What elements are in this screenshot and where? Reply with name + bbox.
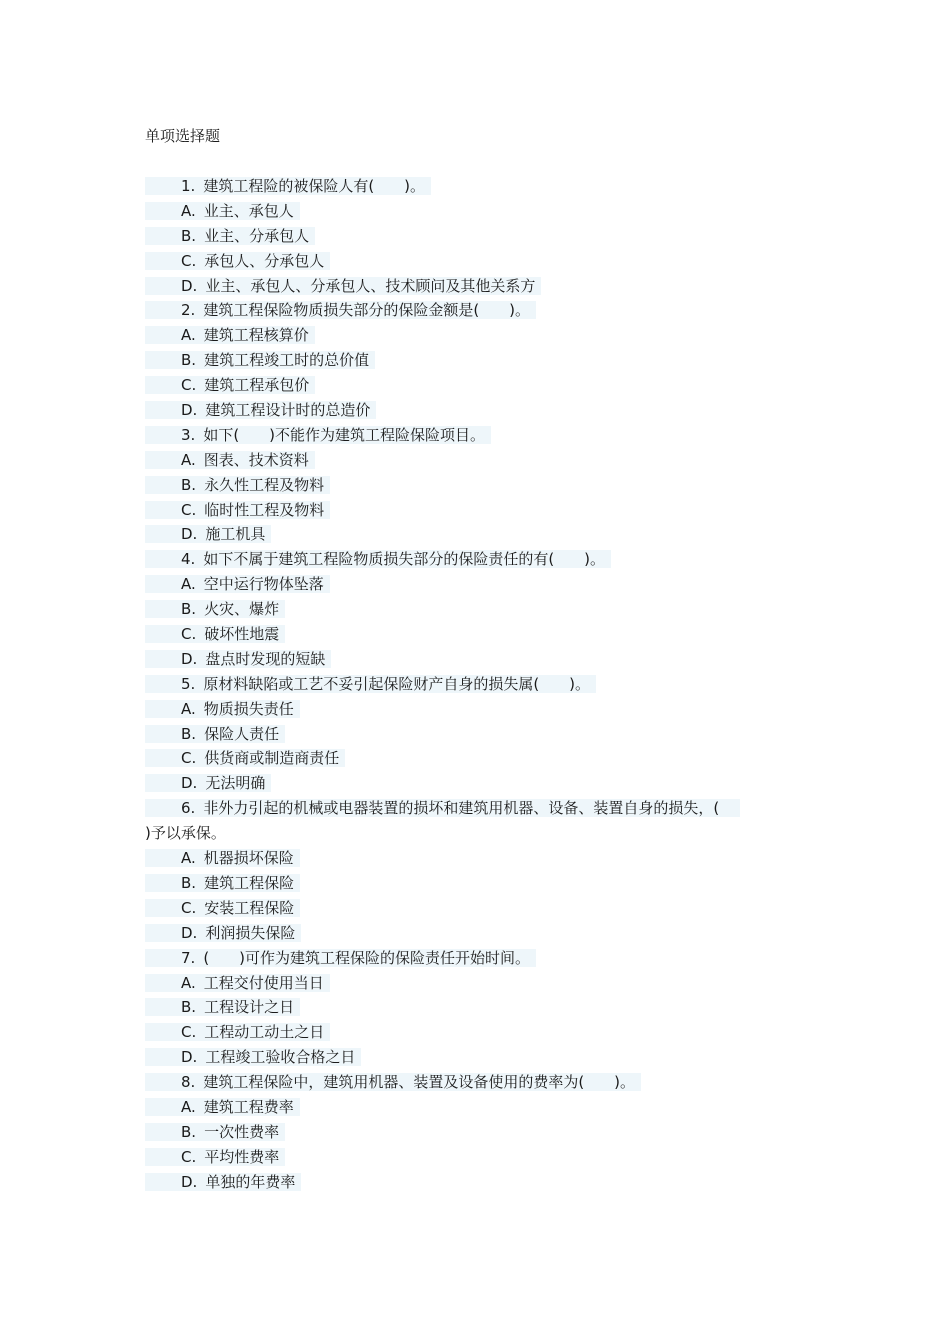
- option-text: 业主、分承包人: [204, 226, 310, 245]
- question-2: [145, 298, 805, 323]
- option-label: B.: [181, 1122, 197, 1141]
- option-text: 工程设计之日: [204, 998, 295, 1017]
- option-text: 工程动工动土之日: [204, 1023, 325, 1042]
- option-highlight: [145, 476, 330, 494]
- question-8: [145, 1070, 805, 1095]
- option-3-c: [145, 498, 805, 523]
- option-4-d: [145, 647, 805, 672]
- option-text: 建筑工程设计时的总造价: [205, 401, 371, 420]
- question-text: ( )可作为建筑工程保险的保险责任开始时间。: [203, 948, 531, 967]
- option-label: C.: [181, 625, 197, 644]
- option-highlight: [145, 1098, 300, 1116]
- option-text: 利润损失保险: [205, 923, 296, 942]
- option-text: 临时性工程及物料: [204, 500, 325, 519]
- option-text: 工程交付使用当日: [203, 973, 324, 992]
- option-text: 平均性费率: [204, 1147, 280, 1166]
- question-highlight: [145, 426, 491, 444]
- option-label: B.: [181, 600, 197, 619]
- option-highlight: [145, 326, 315, 344]
- option-text: 空中运行物体坠落: [203, 575, 324, 594]
- option-text: 火灾、爆炸: [204, 600, 280, 619]
- question-highlight: [145, 799, 740, 817]
- question-highlight: [145, 949, 536, 967]
- question-text: 建筑工程保险物质损失部分的保险金额是( )。: [203, 301, 531, 320]
- option-7-a: [145, 971, 805, 996]
- option-highlight: [145, 924, 301, 942]
- option-8-d: [145, 1170, 805, 1195]
- option-text: 承包人、分承包人: [204, 251, 325, 270]
- option-text: 施工机具: [205, 525, 266, 544]
- option-text: 机器损坏保险: [203, 849, 294, 868]
- question-7: [145, 946, 805, 971]
- option-label: A.: [181, 973, 196, 992]
- option-6-d: [145, 921, 805, 946]
- option-text: 图表、技术资料: [203, 450, 309, 469]
- option-label: D.: [181, 649, 198, 668]
- question-text: 如下不属于建筑工程险物质损失部分的保险责任的有( )。: [203, 550, 606, 569]
- option-label: C.: [181, 1147, 197, 1166]
- option-3-d: [145, 522, 805, 547]
- option-highlight: [145, 1048, 361, 1066]
- option-highlight: [145, 1023, 330, 1041]
- option-8-c: [145, 1145, 805, 1170]
- question-text: 非外力引起的机械或电器装置的损坏和建筑用机器、设备、装置自身的损失，(: [203, 799, 735, 818]
- option-2-b: [145, 348, 805, 373]
- option-text: 业主、承包人: [203, 201, 294, 220]
- option-7-c: [145, 1020, 805, 1045]
- option-label: C.: [181, 376, 197, 395]
- option-label: D.: [181, 276, 198, 295]
- option-4-a: [145, 572, 805, 597]
- option-2-c: [145, 373, 805, 398]
- option-highlight: [145, 998, 300, 1016]
- option-label: A.: [181, 1097, 196, 1116]
- option-3-a: [145, 448, 805, 473]
- question-5: [145, 672, 805, 697]
- option-5-c: [145, 746, 805, 771]
- question-highlight: [145, 177, 431, 195]
- question-list: [145, 174, 805, 1195]
- option-highlight: [145, 650, 331, 668]
- option-text: 物质损失责任: [203, 699, 294, 718]
- question-number: 1.: [181, 177, 196, 195]
- option-1-a: [145, 199, 805, 224]
- option-text: 建筑工程竣工时的总价值: [204, 351, 370, 370]
- option-5-d: [145, 771, 805, 796]
- option-highlight: [145, 899, 300, 917]
- option-text: 破坏性地震: [204, 625, 280, 644]
- option-text: 工程竣工验收合格之日: [205, 1048, 356, 1067]
- option-label: D.: [181, 1048, 198, 1067]
- question-text: 建筑工程险的被保险人有( )。: [203, 177, 426, 195]
- question-text: 如下( )不能作为建筑工程险保险项目。: [203, 425, 486, 444]
- question-number: 4.: [181, 550, 196, 569]
- question-1: [145, 174, 805, 199]
- option-highlight: [145, 725, 285, 743]
- option-highlight: [145, 700, 300, 718]
- question-highlight: [145, 301, 536, 319]
- option-highlight: [145, 525, 271, 543]
- question-number: 5.: [181, 674, 196, 693]
- option-label: B.: [181, 475, 197, 494]
- option-highlight: [145, 774, 271, 792]
- option-6-a: [145, 846, 805, 871]
- question-highlight: [145, 675, 596, 693]
- option-label: A.: [181, 849, 196, 868]
- option-label: B.: [181, 998, 197, 1017]
- option-1-c: [145, 249, 805, 274]
- option-text: 盘点时发现的短缺: [205, 649, 326, 668]
- question-number: 3.: [181, 425, 196, 444]
- option-label: C.: [181, 1023, 197, 1042]
- option-label: B.: [181, 226, 197, 245]
- option-label: B.: [181, 724, 197, 743]
- question-text-continuation: )予以承保。: [145, 824, 226, 843]
- option-3-b: [145, 473, 805, 498]
- option-5-b: [145, 722, 805, 747]
- option-highlight: [145, 351, 375, 369]
- question-number: 8.: [181, 1073, 196, 1092]
- option-highlight: [145, 252, 330, 270]
- option-highlight: [145, 849, 300, 867]
- option-text: 保险人责任: [204, 724, 280, 743]
- question-number: 7.: [181, 948, 196, 967]
- option-text: 供货商或制造商责任: [204, 749, 340, 768]
- option-highlight: [145, 625, 285, 643]
- option-highlight: [145, 874, 300, 892]
- option-8-a: [145, 1095, 805, 1120]
- option-label: B.: [181, 351, 197, 370]
- option-2-d: [145, 398, 805, 423]
- option-highlight: [145, 501, 330, 519]
- option-highlight: [145, 600, 285, 618]
- option-label: A.: [181, 326, 196, 345]
- question-text: 建筑工程保险中，建筑用机器、装置及设备使用的费率为( )。: [203, 1073, 636, 1092]
- question-text: 原材料缺陷或工艺不妥引起保险财产自身的损失属( )。: [203, 674, 591, 693]
- option-label: A.: [181, 699, 196, 718]
- option-highlight: [145, 451, 315, 469]
- option-highlight: [145, 277, 541, 295]
- option-4-c: [145, 622, 805, 647]
- option-label: D.: [181, 401, 198, 420]
- option-highlight: [145, 974, 330, 992]
- option-text: 一次性费率: [204, 1122, 280, 1141]
- option-highlight: [145, 376, 315, 394]
- option-highlight: [145, 575, 330, 593]
- question-highlight: [145, 1073, 641, 1091]
- option-highlight: [145, 202, 300, 220]
- question-6-continuation: [145, 821, 805, 846]
- option-label: D.: [181, 923, 198, 942]
- option-6-b: [145, 871, 805, 896]
- option-1-d: [145, 274, 805, 299]
- option-1-b: [145, 224, 805, 249]
- option-7-d: [145, 1045, 805, 1070]
- option-label: B.: [181, 873, 197, 892]
- option-5-a: [145, 697, 805, 722]
- option-label: C.: [181, 898, 197, 917]
- option-label: D.: [181, 525, 198, 544]
- question-number: 6.: [181, 799, 196, 818]
- option-label: D.: [181, 1172, 198, 1191]
- question-highlight: [145, 550, 611, 568]
- option-text: 建筑工程费率: [203, 1097, 294, 1116]
- option-label: C.: [181, 749, 197, 768]
- option-highlight: [145, 1148, 285, 1166]
- option-highlight: [145, 1123, 285, 1141]
- option-highlight: [145, 749, 345, 767]
- question-number: 2.: [181, 301, 196, 320]
- option-text: 永久性工程及物料: [204, 475, 325, 494]
- option-2-a: [145, 323, 805, 348]
- option-8-b: [145, 1120, 805, 1145]
- option-text: 单独的年费率: [205, 1172, 296, 1191]
- option-highlight: [145, 227, 315, 245]
- section-heading: 单项选择题: [145, 127, 221, 145]
- option-text: 建筑工程核算价: [203, 326, 309, 345]
- option-label: D.: [181, 774, 198, 793]
- option-highlight: [145, 1173, 301, 1191]
- option-text: 建筑工程承包价: [204, 376, 310, 395]
- question-6: [145, 796, 805, 821]
- option-text: 建筑工程保险: [204, 873, 295, 892]
- option-label: A.: [181, 450, 196, 469]
- question-4: [145, 547, 805, 572]
- option-text: 安装工程保险: [204, 898, 295, 917]
- option-highlight: [145, 401, 376, 419]
- option-label: C.: [181, 500, 197, 519]
- question-3: [145, 423, 805, 448]
- option-label: A.: [181, 575, 196, 594]
- option-text: 无法明确: [205, 774, 266, 793]
- option-label: C.: [181, 251, 197, 270]
- option-4-b: [145, 597, 805, 622]
- option-label: A.: [181, 201, 196, 220]
- option-text: 业主、承包人、分承包人、技术顾问及其他关系方: [205, 276, 536, 295]
- option-7-b: [145, 995, 805, 1020]
- option-6-c: [145, 896, 805, 921]
